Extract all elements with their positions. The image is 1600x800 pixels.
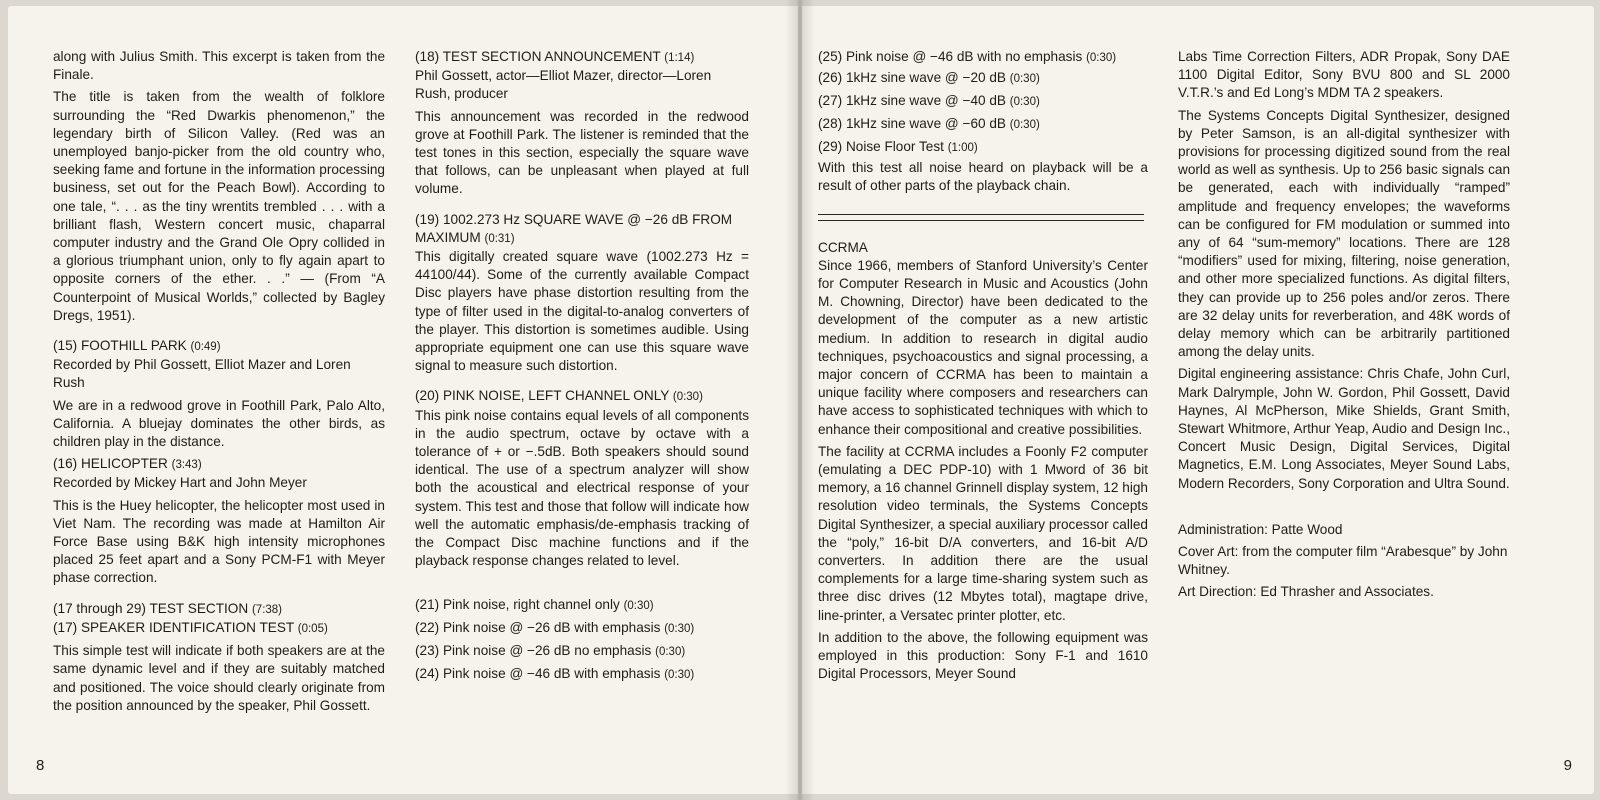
track-18-body: This announcement was recorded in the redwood grove at Foothill Park. The listener is reminded that the test tones in this section, especially the square wave that follows, can be unpleasant when played at full volume. <box>415 108 749 197</box>
track-27-label: (27) 1kHz sine wave @ −40 dB <box>818 93 1006 109</box>
track-28 <box>818 113 1148 136</box>
track-22 <box>415 617 749 640</box>
track-15-body: We are in a redwood grove in Foothill Park, Palo Alto, California. A bluejay dominates the other birds, as children play in the distance. <box>53 397 385 450</box>
ccrma-paragraph-1: Since 1966, members of Stanford University’s Center for Computer Research in Music and Acoustics (John M. Chowning, Director) have been dedicated to the development of the computer as a new artistic medium. In addition to research in digital audio techniques, psychoacoustics and signal processing, a major concern of CCRMA has been to maintain a unique facility where composers and researchers can have access to sophisticated techniques with which to enhance their compositional and creative possibilities. <box>818 257 1148 437</box>
track-15-credit: Recorded by Phil Gossett, Elliot Mazer and Loren Rush <box>53 357 351 391</box>
track-22-time: (0:30) <box>664 623 695 636</box>
noise-floor-note: With this test all noise heard on playback will be a result of other parts of the playback chain. <box>818 160 1148 194</box>
credits-block <box>1178 521 1510 602</box>
cover-art-credit: Cover Art: from the computer film “Arabesque” by John Whitney. <box>1178 544 1508 578</box>
track-20-body: This pink noise contains equal levels of all components in the audio spectrum, octave by octave with a tolerance of + or −.5dB. Both speakers should sound identical. The use of a spectrum analyzer will show both the acoustical and electrical response of your system. This test and those that follow will indicate how well the automatic emphasis/de-emphasis tracking of the Compact Disc machine functions and if the playback response changes related to level. <box>415 407 749 569</box>
track-16-time: (3:43) <box>171 459 202 472</box>
track-19-body: This digitally created square wave (1002.273 Hz = 44100/44). Some of the currently available Compact Disc players have phase distortion resulting from the type of filter used in the digital-to-analog converters of the player. This distortion is sometimes audible. Using appropriate equipment one can use this square wave signal to measure such distortion. <box>415 249 749 374</box>
track-29-time: (1:00) <box>947 142 978 155</box>
track-17-heading <box>53 619 385 638</box>
track-29 <box>818 136 1148 159</box>
right-column-1 <box>818 48 1148 687</box>
track-26-label: (26) 1kHz sine wave @ −20 dB <box>818 70 1006 86</box>
page-number-right: 9 <box>1563 757 1572 774</box>
track-28-time: (0:30) <box>1009 119 1040 132</box>
track-18-time: (1:14) <box>664 52 695 64</box>
track-15-time: (0:49) <box>190 341 221 354</box>
track-21-time: (0:30) <box>623 600 654 613</box>
art-direction-credit: Art Direction: Ed Thrasher and Associates. <box>1178 584 1434 600</box>
track-25 <box>818 48 1148 67</box>
section-divider <box>818 214 1144 221</box>
track-17-body: This simple test will indicate if both speakers are at the same dynamic level and if they are suitably matched and positioned. The voice should clearly originate from the position announced by the speaker, Phil Gossett. <box>53 643 385 713</box>
track-24-time: (0:30) <box>664 669 695 682</box>
track-25-time: (0:30) <box>1086 52 1117 64</box>
track-22-label: (22) Pink noise @ −26 dB with emphasis <box>415 620 661 636</box>
track-26-time: (0:30) <box>1009 73 1040 86</box>
track-18-credit: Phil Gossett, actor—Elliot Mazer, director—Loren Rush, producer <box>415 68 712 102</box>
track-25-label: (25) Pink noise @ −46 dB with no emphasis <box>818 49 1083 64</box>
track-20-title: (20) PINK NOISE, LEFT CHANNEL ONLY <box>415 388 670 404</box>
track-23-label: (23) Pink noise @ −26 dB no emphasis <box>415 643 652 659</box>
track-18-heading <box>415 48 749 67</box>
right-page <box>802 6 1594 794</box>
track-23 <box>415 640 749 663</box>
track-18-title: (18) TEST SECTION ANNOUNCEMENT <box>415 49 661 64</box>
track-19-title: (19) 1002.273 Hz SQUARE WAVE @ −26 dB FROM MAXIMUM <box>415 211 733 245</box>
ccrma-paragraph-2: The facility at CCRMA includes a Foonly F2 computer (emulating a DEC PDP-10) with 1 Mword of 36 bit memory, a 16 channel Grinnell display system, 12 high resolution video terminals, the Systems Concepts Digital Synthesizer, a special auxiliary processor called the “poly,” 16-bit D/A converters, and 16-bit A/D converters. In addition there are the usual complements for a large time-sharing system such as three disc drives (12 Mbytes total), magtape drive, line-printer, a Versatec printer plotter, etc. <box>818 443 1148 623</box>
synthesizer-paragraph: The Systems Concepts Digital Synthesizer, designed by Peter Samson, is an all-digital synthesizer with provisions for processing digitized sound from the real world as well as synthesis. Up to 256 basic signals can be generated, each with individually “ramped” amplitude and frequency envelopes; the waveforms can be configured for FM modulation or summed into any of 64 “sum-memory” locations. There are 128 “modifiers” used for mixing, filtering, noise generation, and other more specialized functions. As digital filters, they can provide up to 256 poles and/or zeros. There are 32 delay units for reverberation, and 48K words of delay memory which can be arbitrarily partitioned among the delay units. <box>1178 107 1510 360</box>
track-26 <box>818 67 1148 90</box>
ccrma-title: CCRMA <box>818 239 868 255</box>
right-column-2 <box>1178 48 1510 602</box>
track-27 <box>818 90 1148 113</box>
left-column-1 <box>53 48 385 719</box>
test-section-heading <box>53 600 385 619</box>
intro-paragraph-1: along with Julius Smith. This excerpt is taken from the Finale. <box>53 49 385 83</box>
track-21 <box>415 594 749 617</box>
track-20-time: (0:30) <box>672 391 703 404</box>
track-29-label: (29) Noise Floor Test <box>818 139 944 155</box>
track-16-title: (16) HELICOPTER <box>53 456 168 472</box>
track-19-time: (0:31) <box>484 232 515 245</box>
page-number-left: 8 <box>36 757 45 774</box>
track-24 <box>415 663 749 686</box>
ccrma-paragraph-3: In addition to the above, the following equipment was employed in this production: Sony F-1 and 1610 Digital Processors, Meyer Sound <box>818 629 1148 682</box>
track-17-time: (0:05) <box>297 622 328 635</box>
track-16-credit: Recorded by Mickey Hart and John Meyer <box>53 475 307 491</box>
track-15-heading <box>53 337 385 356</box>
track-17-title: (17) SPEAKER IDENTIFICATION TEST <box>53 619 294 635</box>
equipment-continued: Labs Time Correction Filters, ADR Propak, Sony DAE 1100 Digital Editor, Sony BVU 800 and SL 2000 V.T.R.’s and Ed Long’s MDM TA 2 speakers. <box>1178 49 1510 101</box>
track-24-label: (24) Pink noise @ −46 dB with emphasis <box>415 666 661 682</box>
track-16-body: This is the Huey helicopter, the helicopter most used in Viet Nam. The recording was made at Hamilton Air Force Base using B&K high intensity microphones placed 25 feet apart and a Sony PCM-F1 with Meyer phase correction. <box>53 497 385 586</box>
left-page <box>8 6 798 794</box>
left-column-2 <box>415 48 749 686</box>
administration-credit: Administration: Patte Wood <box>1178 521 1343 537</box>
track-27-time: (0:30) <box>1009 96 1040 109</box>
track-16-heading <box>53 455 385 474</box>
intro-paragraph-2: The title is taken from the wealth of folklore surrounding the “Red Dwarkis phenomenon,” the legendary birth of Silicon Valley. (Red was an unemployed banjo-picker from the old country who, seeking fame and fortune in the information processing business, set out for the Peach Bowl). According to one tale, “. . . as the tiny wrentits trembled . . . with a brilliant flash, Western concert music, chaparral computer industry and the Grand Ole Opry collided in a glorious triumphant union, only to fly again apart to opposite corners of the ether. . .” — (From “A Counterpoint of Musical Worlds,” collected by Bagley Dregs, 1951). <box>53 89 385 323</box>
track-28-label: (28) 1kHz sine wave @ −60 dB <box>818 116 1006 132</box>
track-19-heading <box>415 211 749 248</box>
track-list-21-24 <box>415 594 749 686</box>
track-21-label: (21) Pink noise, right channel only <box>415 597 620 613</box>
engineering-assistance: Digital engineering assistance: Chris Chafe, John Curl, Mark Dalrymple, John W. Gordon, Phil Gossett, David Haynes, Al McPherson, Mike Shields, Grant Smith, Stewart Whitmore, Arthur Yeap, Audio and Design Inc., Concert Music Design, Digital Services, Digital Magnetics, E.M. Long Associates, Meyer Sound Labs, Modern Recorders, Sony Corporation and Ultra Sound. <box>1178 366 1510 491</box>
test-section-title: (17 through 29) TEST SECTION <box>53 600 249 616</box>
track-20-heading <box>415 387 749 406</box>
track-15-title: (15) FOOTHILL PARK <box>53 338 187 354</box>
test-section-time: (7:38) <box>251 603 283 616</box>
track-23-time: (0:30) <box>655 646 686 659</box>
